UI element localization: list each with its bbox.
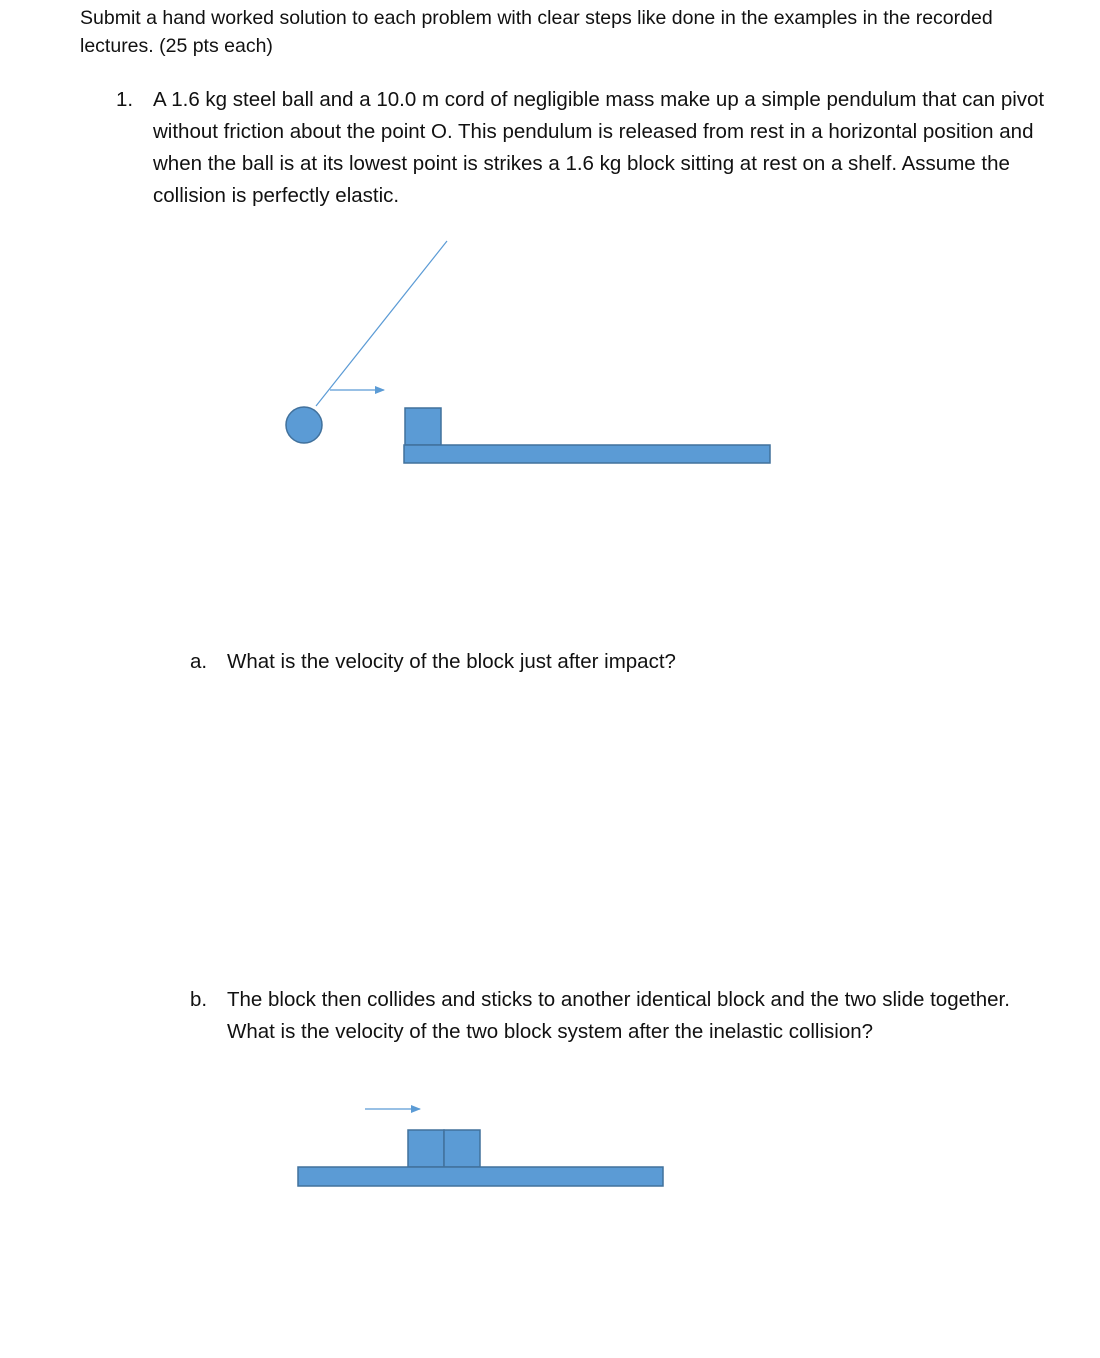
part-b-letter: b. [190,988,208,1011]
part-a [190,646,1020,678]
shelf [404,445,770,463]
block [405,408,441,445]
part-a-letter: a. [190,650,208,673]
part-a-question: What is the velocity of the block just after impact? [227,650,676,673]
pendulum-figure [0,0,1100,520]
instructions-text: Submit a hand worked solution to each problem with clear steps like done in the examples in the recorded lectures. (25 pts each) [80,7,993,57]
part-b [190,984,1020,1048]
pendulum-cord [316,241,447,406]
part-b-question: The block then collides and sticks to another identical block and the two slide together. What is the velocity of the two block system after the inelastic collision? [227,988,1010,1043]
shelf-2 [298,1167,663,1186]
block-left [408,1130,444,1167]
steel-ball [286,407,322,443]
problem-number: 1. [116,88,134,111]
problem-statement: A 1.6 kg steel ball and a 10.0 m cord of negligible mass make up a simple pendulum that can pivot without friction about the point O. This pendulum is released from rest in a horizontal position and when the ball is at its lowest point is strikes a 1.6 kg block sitting at rest on a shelf. Assume the collision is perfectly elastic. [153,88,1045,207]
block-right [444,1130,480,1167]
